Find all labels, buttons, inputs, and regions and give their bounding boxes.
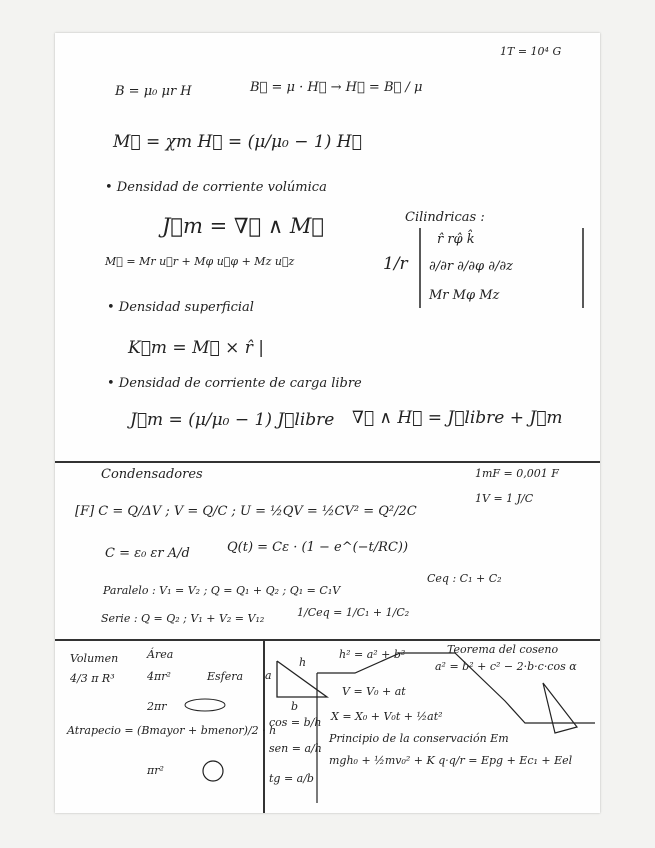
cosine-law-title: Teorema del coseno bbox=[447, 643, 559, 656]
cylindrical-label: Cilindricas : bbox=[405, 210, 485, 225]
eq-capacitance-main: [F] C = Q/ΔV ; V = Q/C ; U = ½QV = ½CV² = Q²/2C bbox=[75, 504, 417, 519]
millifarad-conversion: 1mF = 0,001 F bbox=[475, 467, 559, 480]
circumference: 2πr bbox=[147, 700, 167, 713]
eq-b-vector: B⃗ = μ · H⃗ → H⃗ = B⃗ / μ bbox=[250, 80, 423, 95]
cyl-row-components: Mr Mφ Mz bbox=[429, 288, 500, 303]
energy-conservation-eq: mgh₀ + ½mv₀² + K q·q/r = Epg + Ec₁ + Eel bbox=[329, 754, 573, 767]
notes-sheet bbox=[55, 33, 600, 813]
sphere-volume: 4/3 π R³ bbox=[70, 672, 115, 685]
capacitors-title: Condensadores bbox=[101, 467, 203, 482]
tesla-gauss-note: 1T = 10⁴ G bbox=[500, 45, 562, 58]
eq-b-scalar: B = μ₀ μr H bbox=[115, 84, 192, 99]
eq-km: K⃗m = M⃗ × r̂ | bbox=[128, 338, 264, 358]
volt-unit: 1V = 1 J/C bbox=[475, 492, 534, 505]
heading-free-current: • Densidad de corriente de carga libre bbox=[107, 376, 362, 391]
ceq-parallel: Ceq : C₁ + C₂ bbox=[427, 572, 502, 585]
cyl-row-derivatives: ∂/∂r ∂/∂φ ∂/∂z bbox=[429, 259, 513, 274]
energy-conservation-title: Principio de la conservación Em bbox=[329, 732, 509, 745]
eq-jm-curl: J⃗m = ∇⃗ ∧ M⃗ bbox=[162, 214, 324, 238]
parallel-relations: Paralelo : V₁ = V₂ ; Q = Q₁ + Q₂ ; Q₁ = C₁V bbox=[103, 584, 341, 597]
esfera-label: Esfera bbox=[207, 670, 244, 683]
cyl-prefactor: 1/r bbox=[383, 254, 408, 274]
right-triangle-figure bbox=[277, 661, 327, 697]
eq-c-plate: C = ε₀ εr A/d bbox=[105, 546, 190, 561]
pythagoras: h² = a² + b² bbox=[339, 648, 406, 661]
series-relations: Serie : Q = Q₂ ; V₁ + V₂ = V₁₂ bbox=[101, 612, 265, 625]
sphere-area: 4πr² bbox=[147, 670, 171, 683]
trapezoid-area: Atrapecio = (Bmayor + bmenor)/2 · h bbox=[67, 724, 277, 737]
triangle-label-h: h bbox=[299, 656, 307, 669]
sen-ratio: sen = a/h bbox=[269, 742, 322, 755]
eq-m-components: M⃗ = Mr u⃗r + Mφ u⃗φ + Mz u⃗z bbox=[105, 255, 295, 268]
heading-surface-density: • Densidad superficial bbox=[107, 300, 254, 315]
cos-ratio: cos = b/h bbox=[269, 716, 322, 729]
heading-volume-current: • Densidad de corriente volúmica bbox=[105, 180, 327, 195]
circle-area: πr² bbox=[147, 764, 164, 777]
tg-ratio: tg = a/b bbox=[269, 772, 314, 785]
cosine-triangle-figure bbox=[543, 683, 577, 733]
eq-curl-h: ∇⃗ ∧ H⃗ = J⃗libre + J⃗m bbox=[352, 408, 563, 428]
cyl-row-unit-vectors: r̂ rφ̂ k̂ bbox=[437, 232, 475, 247]
triangle-label-a: a bbox=[265, 669, 272, 682]
col-area: Área bbox=[147, 648, 174, 661]
triangle-label-b: b bbox=[291, 700, 299, 713]
kinematics-position: X = X₀ + V₀t + ½at² bbox=[331, 710, 443, 723]
eq-magnetization: M⃗ = χm H⃗ = (μ/μ₀ − 1) H⃗ bbox=[113, 132, 362, 152]
cosine-law: a² = b² + c² − 2·b·c·cos α bbox=[435, 660, 577, 673]
kinematics-velocity: V = V₀ + at bbox=[342, 685, 406, 698]
ceq-series: 1/Ceq = 1/C₁ + 1/C₂ bbox=[297, 606, 410, 619]
eq-q-charging: Q(t) = Cε · (1 − e^(−t/RC)) bbox=[227, 540, 409, 555]
hand-drawn-figures bbox=[55, 33, 600, 813]
col-volumen: Volumen bbox=[70, 652, 119, 665]
eq-jm-free: J⃗m = (μ/μ₀ − 1) J⃗libre bbox=[130, 410, 335, 430]
